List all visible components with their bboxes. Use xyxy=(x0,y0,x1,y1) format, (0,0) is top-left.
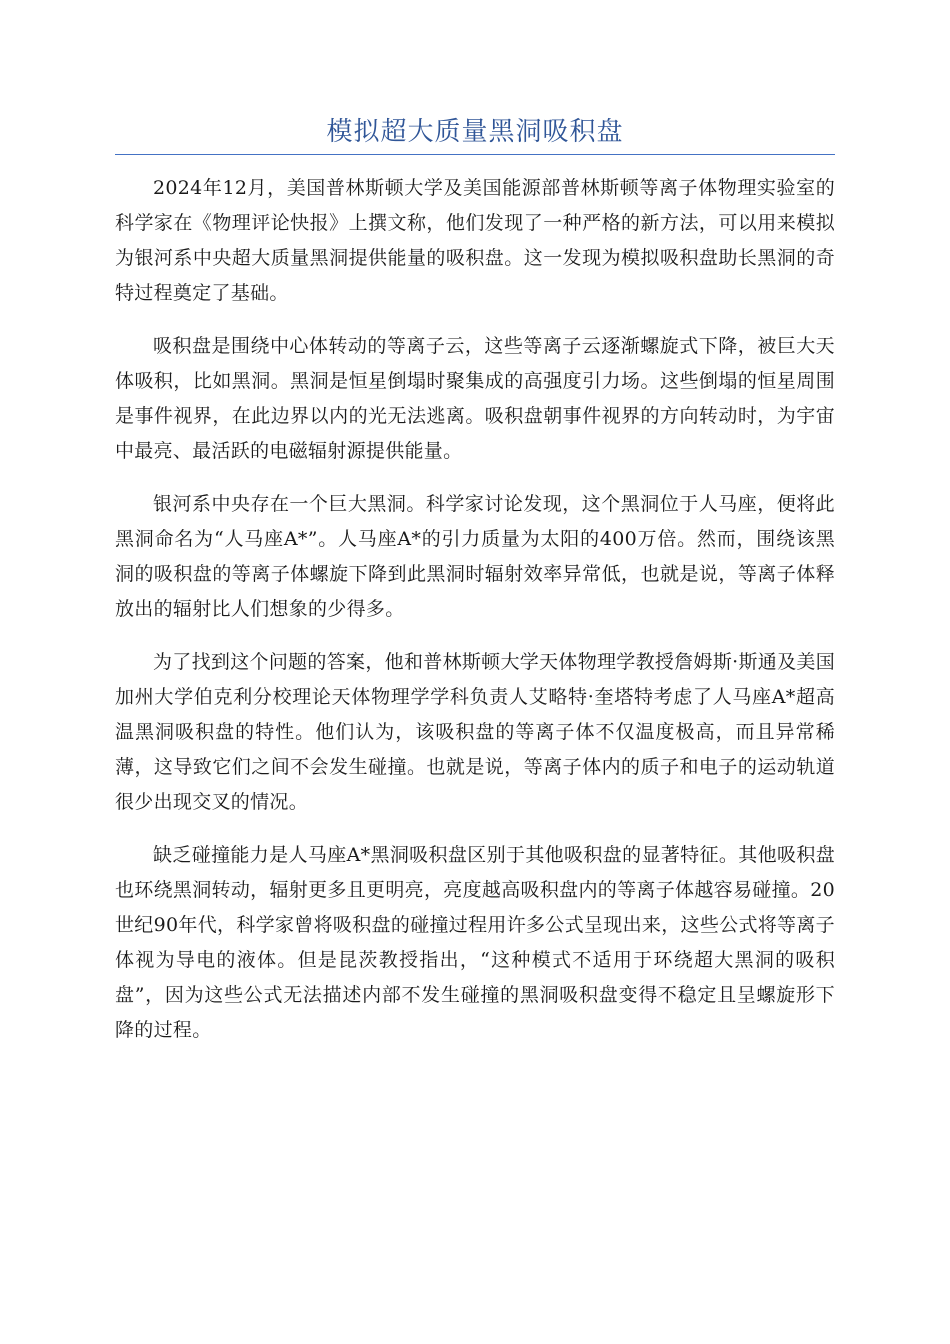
paragraph-2: 吸积盘是围绕中心体转动的等离子云，这些等离子云逐渐螺旋式下降，被巨大天体吸积，比如黑洞。黑洞是恒星倒塌时聚集成的高强度引力场。这些倒塌的恒星周围是事件视界，在此边界以内的光无法逃离。吸积盘朝事件视界的方向转动时，为宇宙中最亮、最活跃的电磁辐射源提供能量。 xyxy=(115,335,835,462)
title-underline xyxy=(115,154,835,155)
paragraph-3: 银河系中央存在一个巨大黑洞。科学家讨论发现，这个黑洞位于人马座，便将此黑洞命名为“人马座A*”。人马座A*的引力质量为太阳的400万倍。然而，围绕该黑洞的吸积盘的等离子体螺旋下降到此黑洞时辐射效率异常低，也就是说，等离子体释放出的辐射比人们想象的少得多。 xyxy=(115,493,835,620)
paragraph-1: 2024年12月，美国普林斯顿大学及美国能源部普林斯顿等离子体物理实验室的科学家在《物理评论快报》上撰文称，他们发现了一种严格的新方法，可以用来模拟为银河系中央超大质量黑洞提供能量的吸积盘。这一发现为模拟吸积盘助长黑洞的奇特过程奠定了基础。 xyxy=(115,177,835,304)
paragraph-5: 缺乏碰撞能力是人马座A*黑洞吸积盘区别于其他吸积盘的显著特征。其他吸积盘也环绕黑洞转动，辐射更多且更明亮，亮度越高吸积盘内的等离子体越容易碰撞。20世纪90年代，科学家曾将吸积盘的碰撞过程用许多公式呈现出来，这些公式将等离子体视为导电的液体。但是昆茨教授指出，“这种模式不适用于环绕超大黑洞的吸积盘”，因为这些公式无法描述内部不发生碰撞的黑洞吸积盘变得不稳定且呈螺旋形下降的过程。 xyxy=(115,844,835,1041)
paragraph-4: 为了找到这个问题的答案，他和普林斯顿大学天体物理学教授詹姆斯·斯通及美国加州大学伯克利分校理论天体物理学学科负责人艾略特·奎塔特考虑了人马座A*超高温黑洞吸积盘的特性。他们认为，该吸积盘的等离子体不仅温度极高，而且异常稀薄，这导致它们之间不会发生碰撞。也就是说，等离子体内的质子和电子的运动轨道很少出现交叉的情况。 xyxy=(115,651,835,813)
document-page xyxy=(115,110,835,1066)
document-title: 模拟超大质量黑洞吸积盘 xyxy=(326,117,624,147)
